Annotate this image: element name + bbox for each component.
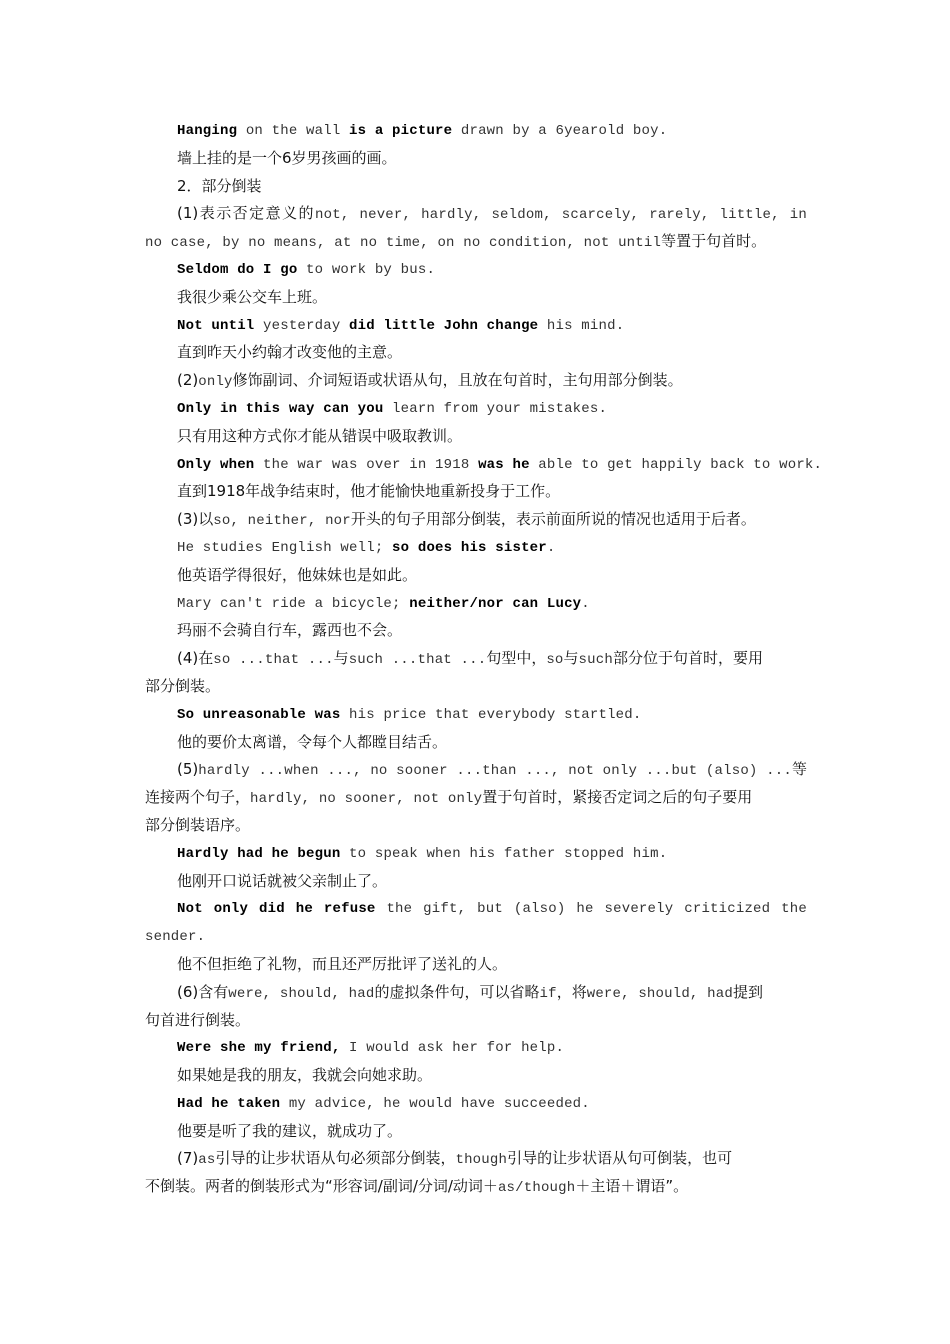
inverted-phrase: is a picture [349,123,453,139]
inverted-phrase: so does his sister [392,539,547,556]
inverted-phrase: Only in this way can you [177,400,384,417]
chinese-text: 修饰副词、介词短语或状语从句，且放在句首时，主句用部分倒装。 [232,371,683,390]
example-sentence [145,1090,807,1118]
example-sentence [145,590,807,618]
grammar-rule-line [145,812,807,840]
chinese-text: (7) [177,1149,199,1168]
inverted-phrase: Not only did he refuse [177,901,376,918]
chinese-text: 他刚开口说话就被父亲制止了。 [177,871,388,890]
chinese-text: 连接两个句子， [145,788,251,807]
inverted-phrase: Hanging [177,123,238,139]
example-sentence [145,395,807,423]
example-sentence [145,895,807,923]
chinese-text: 置于句首时，紧接否定词之后的句子要用 [482,788,753,807]
sentence-text: on the wall [237,123,350,139]
inverted-phrase: Hardly had he begun [177,845,341,862]
grammar-rule-line [145,228,807,256]
example-sentence [145,840,807,868]
chinese-text: 他的要价太离谱，令每个人都瞠目结舌。 [177,732,448,751]
grammar-rule-line [145,673,807,701]
chinese-text: 开头的句子用部分倒装，表示前面所说的情况也适用于后者。 [350,510,756,529]
inverted-phrase: was he [478,456,530,473]
example-sentence [145,451,823,479]
english-term: if [539,985,557,1002]
english-term: such ...that ... [348,652,487,669]
english-term: hardly ...when ..., no sooner ...than ..., not only ...but (also) ... [198,763,792,780]
sentence-text: . [581,595,590,612]
chinese-text: (5) [177,760,199,779]
chinese-text: (6)含有 [177,982,229,1001]
chinese-text: 引导的让步状语从句必须部分倒装， [215,1149,456,1168]
chinese-text: (2) [177,371,199,390]
chinese-text: 与 [563,649,579,668]
sentence-text: to speak when his father stopped him. [340,845,668,862]
grammar-rule-line [145,1007,807,1035]
chinese-text: 部分位于句首时，要用 [612,649,763,668]
chinese-text: 句首进行倒装。 [145,1010,251,1029]
inverted-phrase: So unreasonable was [177,706,341,723]
translation-line [145,145,807,173]
english-term: were, should, had [228,985,375,1002]
grammar-rule-line [145,200,807,228]
chinese-text: (3)以 [177,510,214,529]
chinese-text: 他英语学得很好，他妹妹也是如此。 [177,565,418,584]
chinese-text: 直到1918年战争结束时，他才能愉快地重新投身于工作。 [177,482,561,501]
translation-line [145,951,807,979]
sentence-text: the war was over in 1918 [254,456,479,473]
chinese-text: 他要是听了我的建议，就成功了。 [177,1121,403,1140]
chinese-text: 部分倒装语序。 [145,815,251,834]
sentence-text: his price that everybody startled. [340,706,642,723]
english-term: as/though [497,1180,576,1197]
grammar-rule-line [145,979,807,1007]
chinese-text: 2．部分倒装 [177,176,262,195]
grammar-rule-line [145,506,807,534]
grammar-rule-line [145,367,807,395]
sentence-text: He studies English well; [177,539,393,556]
english-term: not, never, hardly, seldom, scarcely, rarely, little, in [315,207,807,224]
translation-line [145,562,807,590]
english-term: so [546,652,564,669]
example-sentence [145,117,807,145]
sentence-text: my advice, he would have succeeded. [280,1095,590,1112]
sentence-text: drawn by a 6yearold boy. [452,123,668,139]
english-term: were, should, had [586,985,733,1002]
sentence-text: the gift, but (also) he severely criticized the [375,901,807,918]
chinese-text: ，将 [556,982,587,1001]
example-sentence [145,1034,807,1062]
sentence-text: Mary can't ride a bicycle; [177,595,410,612]
chinese-text: 如果她是我的朋友，我就会向她求助。 [177,1066,433,1085]
grammar-rule-line [145,645,807,673]
inverted-phrase: neither/nor can Lucy [409,595,582,612]
translation-line [145,339,807,367]
english-term: only [198,374,233,391]
english-term: though [455,1152,508,1169]
english-term: hardly, no sooner, not only [250,791,483,808]
sentence-text: sender. [145,929,206,946]
sentence-text: . [546,539,556,556]
translation-line [145,173,807,201]
inverted-phrase: Seldom do I go [177,261,298,278]
chinese-text: 直到昨天小约翰才改变他的主意。 [177,343,403,362]
chinese-text: 提到 [732,982,763,1001]
translation-line [145,617,807,645]
grammar-rule-line [145,1145,807,1173]
grammar-rule-line [145,756,807,784]
chinese-text: 与 [333,649,349,668]
grammar-rule-line [145,784,807,812]
document-body [145,117,823,1201]
translation-line [145,1062,807,1090]
example-sentence [145,701,807,729]
grammar-rule-line [145,1173,807,1201]
chinese-text: 墙上挂的是一个6岁男孩画的画。 [177,148,397,167]
chinese-text: (4)在 [177,649,214,668]
english-term: so ...that ... [213,652,334,669]
chinese-text: 部分倒装。 [145,676,221,695]
translation-line [145,423,807,451]
chinese-text: 等置于句首时。 [661,232,767,251]
chinese-text: 我很少乘公交车上班。 [177,287,328,306]
inverted-phrase: Had he taken [177,1095,281,1112]
example-sentence [145,256,807,284]
inverted-phrase: Not until [177,317,255,334]
chinese-text: 只有用这种方式你才能从错误中吸取教训。 [177,426,463,445]
sentence-text: to work by bus. [297,261,436,278]
chinese-text: 引导的让步状语从句可倒装，也可 [507,1149,733,1168]
example-sentence [145,534,807,562]
english-term: as [198,1152,216,1169]
chinese-text: 玛丽不会骑自行车，露西也不会。 [177,621,403,640]
sentence-text: learn from your mistakes. [383,400,608,417]
inverted-phrase: Only when [177,456,255,473]
chinese-text: 他不但拒绝了礼物，而且还严厉批评了送礼的人。 [177,954,508,973]
translation-line [145,729,807,757]
chinese-text: (1)表示否定意义的 [177,204,316,223]
example-sentence [145,312,807,340]
sentence-text: his mind. [538,317,625,334]
chinese-text: 句型中， [486,649,547,668]
translation-line [145,868,807,896]
inverted-phrase: Were she my friend, [177,1040,341,1057]
sentence-text: able to get happily back to work. [529,456,823,473]
example-sentence [145,923,807,951]
chinese-text: 不倒装。两者的倒装形式为“形容词/副词/分词/动词＋ [145,1177,498,1196]
inverted-phrase: did little John change [349,317,539,334]
chinese-text: ＋主语＋谓语”。 [575,1177,689,1196]
sentence-text: yesterday [254,317,350,334]
english-term: no case, by no means, at no time, on no condition, not until [145,235,662,252]
translation-line [145,1118,807,1146]
chinese-text: 的虚拟条件句，可以省略 [374,982,540,1001]
english-term: so, neither, nor [213,513,351,530]
chinese-text: 等 [791,760,807,779]
translation-line [145,284,807,312]
translation-line [145,478,807,506]
english-term: such [578,652,613,669]
sentence-text: I would ask her for help. [340,1040,565,1057]
